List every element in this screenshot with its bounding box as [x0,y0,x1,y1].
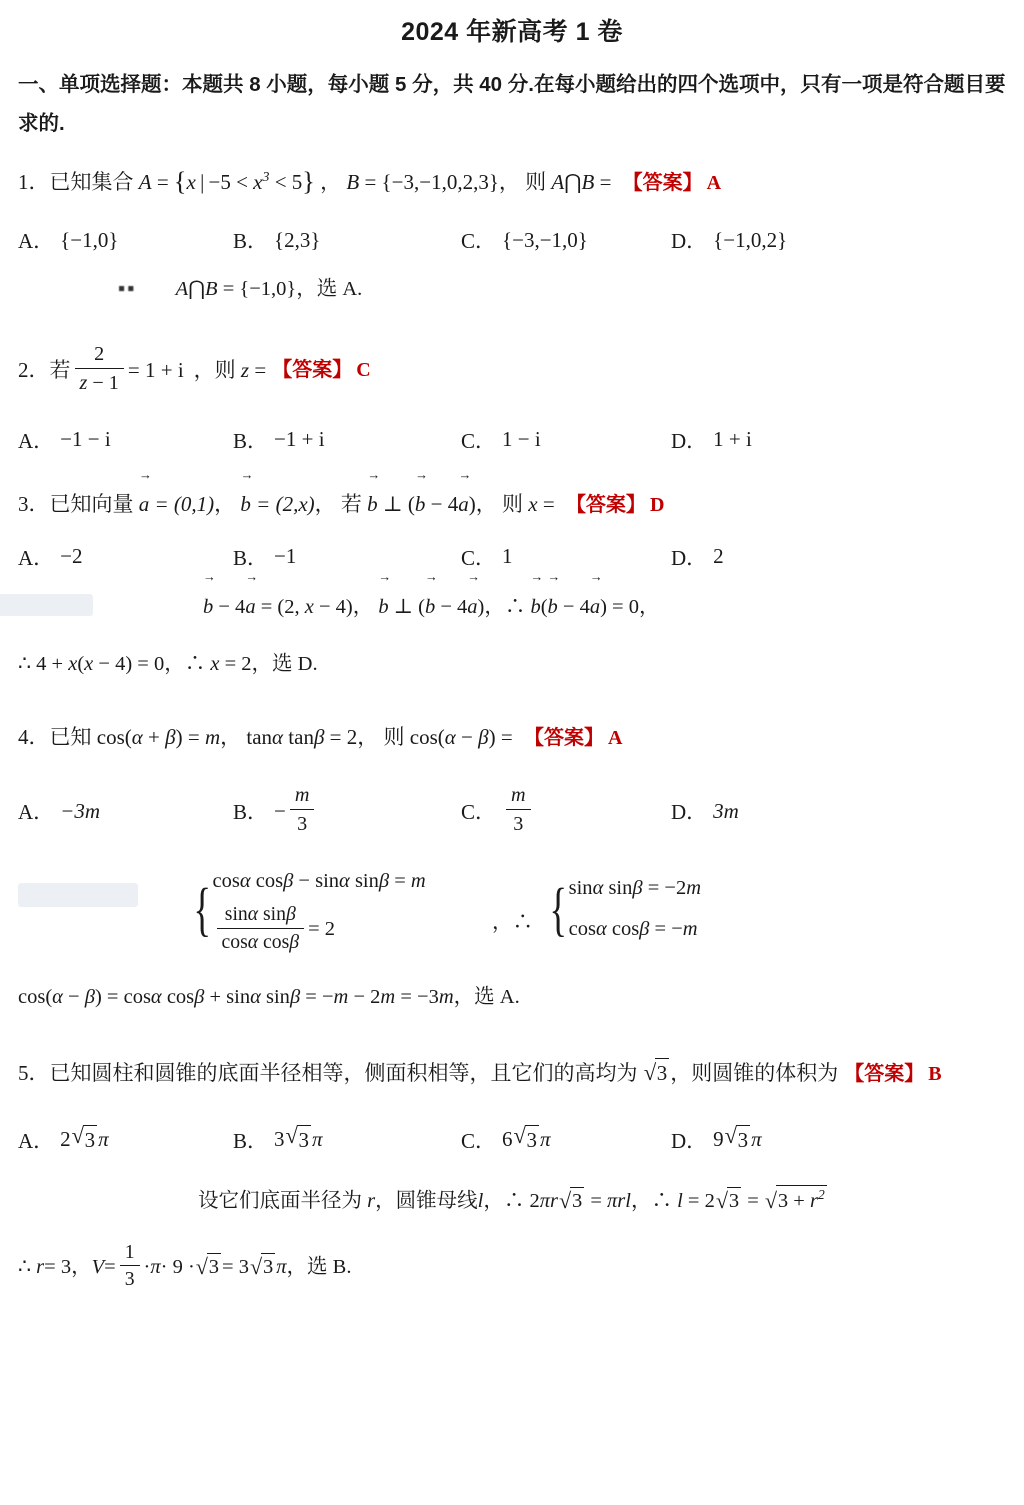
question-2-answer-label: 【答案】 [272,359,353,382]
question-2-option-d[interactable]: D． 1 + i [671,427,752,453]
question-4-then: 则 cos(α − β) = [383,724,513,749]
question-2-answer: C [356,359,371,382]
question-5-options [18,1125,1006,1155]
question-5-answer: B [928,1062,942,1085]
question-1-option-b[interactable]: B． {2,3} [233,227,321,253]
page-title: 2024 年新高考 1 卷 [401,18,623,46]
question-1-option-c[interactable]: C． {−3,−1,0} [461,227,588,253]
question-5-option-d[interactable]: D． 9 √ 3 π [671,1125,762,1155]
question-1-solution [18,267,1006,312]
question-1-then: 则 A⋂B = [525,169,612,194]
question-2-stem [18,342,1006,398]
question-4-system-left: { cosα cosβ − sinα sinβ = m $\frac{\text{sinα sinβ}}{\text{cosα cosβ}}$ = 2 [193,870,426,953]
question-4-option-d[interactable]: D． 3m [671,798,739,825]
question-5-option-c[interactable]: C． 6 √ 3 π [461,1125,671,1155]
ink-smudge [0,594,93,616]
question-5-stem-text: 5．已知圆柱和圆锥的底面半径相等，侧面积相等，且它们的高均为 √ 3 ，则圆锥的体积为 [18,1061,838,1085]
question-3-answer-label: 【答案】 [565,493,646,516]
question-5-option-a[interactable]: A． 2 √ 3 π [18,1125,233,1155]
question-5-answer-label: 【答案】 [844,1062,925,1085]
question-5-option-b[interactable]: B． 3 √ 3 π [233,1125,461,1155]
question-4-cond-2: tanα tanβ = 2 [246,724,358,749]
question-1-answer: A [706,171,722,194]
question-3-option-b[interactable]: B． −1 [233,544,297,570]
question-1-stem-prefix: 1．已知集合 [18,169,134,194]
question-1-stem: 1．已知集合 A = {x | $-5 < x^3 < 5$} ， B = {−3,−1,0,2,3}， 则 A⋂B = 【答案】 A [18,166,722,196]
question-4-solution-final: cos(α − β) = cosα cosβ + sinα sinβ = −m − 2m = −3m，选 A. [18,986,520,1009]
question-3-solution-line-1: b → − 4a → = (2, x − 4)， b → ⊥ (b → − 4a →)，∴ b →(b → − 4a →) = 0， [18,584,1006,630]
question-1 [18,154,1006,312]
question-4-option-c[interactable]: C． $\frac{m}{3}$ [461,783,671,839]
question-2-fraction: $\frac{2}{z - 1}$ [75,341,124,397]
question-2 [18,342,1006,454]
question-5-stem [18,1051,1006,1095]
question-4-system-right: { sinα sinβ = −2m cosα cosβ = −m [549,875,702,942]
question-1-set-a: A = {x | $-5 < x^3 < 5$} [138,166,315,196]
ink-smudge [18,883,138,907]
question-3-stem: 3．已知向量 a → = (0,1)， b → = (2,x)， 若 b → ⊥ (b → − 4a →)， 则 x = 【答案】 D [18,481,1006,526]
question-4-solution-systems [18,861,1006,957]
question-4-option-b[interactable]: B． − $\frac{m}{3}$ [233,783,461,839]
section-heading: 一、单项选择题：本题共 8 小题，每小题 5 分，共 40 分.在每小题给出的四个选项中，只有一项是符合题目要求的. [18,73,1006,135]
question-4-stem: 4．已知 cos(α + β) = m， tanα tanβ = 2， 则 cos(α − β) = 【答案】 A [18,724,623,749]
question-5-solution-line-2: ∴ r = 3， V = $\frac{1}{3}$ · π · 9 · √ 3 = 3 √ 3 π ，选 B. [18,1240,1006,1295]
question-4-answer-label: 【答案】 [523,726,604,749]
question-4-answer: A [607,726,623,749]
question-4-cond-1: cos(α + β) = m [96,724,221,749]
question-2-option-a[interactable]: A． −1 − i [18,427,111,453]
question-2-option-c[interactable]: C． 1 − i [461,427,541,453]
question-3-answer: D [649,493,665,516]
question-1-answer-label: 【答案】 [622,171,703,194]
question-3-vector-a: a → = (0,1) [139,492,214,516]
question-3-solution-line-2: ∴ 4 + x(x − 4) = 0，∴ x = 2，选 D. [18,652,318,675]
question-3-option-c[interactable]: C． 1 [461,544,513,570]
question-4 [18,715,1006,1021]
question-2-options [18,425,1006,455]
question-2-option-b[interactable]: B． −1 + i [233,427,325,453]
question-1-set-b: B = {−3,−1,0,2,3} [346,169,499,194]
question-1-options [18,225,1006,255]
question-2-equals: = 1 + i [127,358,184,383]
question-3-then: 则 x = [502,491,555,516]
question-3-options [18,542,1006,572]
question-3-condition: 若 b → ⊥ (b → − 4a →) [341,492,476,516]
question-3 [18,481,1006,687]
question-4-stem-prefix: 4．已知 [18,724,92,749]
question-2-stem-prefix: 2．若 [18,358,71,383]
question-1-solution-line: A⋂B = {−1,0}，选 A. [175,278,363,300]
question-3-option-d[interactable]: D． 2 [671,544,724,570]
left-brace-icon: { [193,875,212,942]
question-1-option-d[interactable]: D． {−1,0,2} [671,227,788,253]
ink-dots-icon: ▪▪ [118,278,137,300]
question-3-stem-prefix: 3．已知向量 [18,491,134,516]
question-5-solution-line-1: 设它们底面半径为 r，圆锥母线l，∴ 2πr √ 3 = πrl，∴ l = 2 √ 3 = √ $3 + r^2$ [18,1179,1006,1224]
question-4-options [18,783,1006,839]
question-3-option-a[interactable]: A． −2 [18,544,83,570]
question-3-vector-b: b → = (2,x) [240,492,314,516]
question-1-option-a[interactable]: A． {−1,0} [18,227,119,253]
question-2-then: ，则 z = [193,358,267,383]
question-5 [18,1051,1006,1295]
question-4-option-a[interactable]: A． −3m [18,798,101,825]
question-4-connector: ，∴ [491,911,533,934]
left-brace-icon: { [549,875,568,942]
